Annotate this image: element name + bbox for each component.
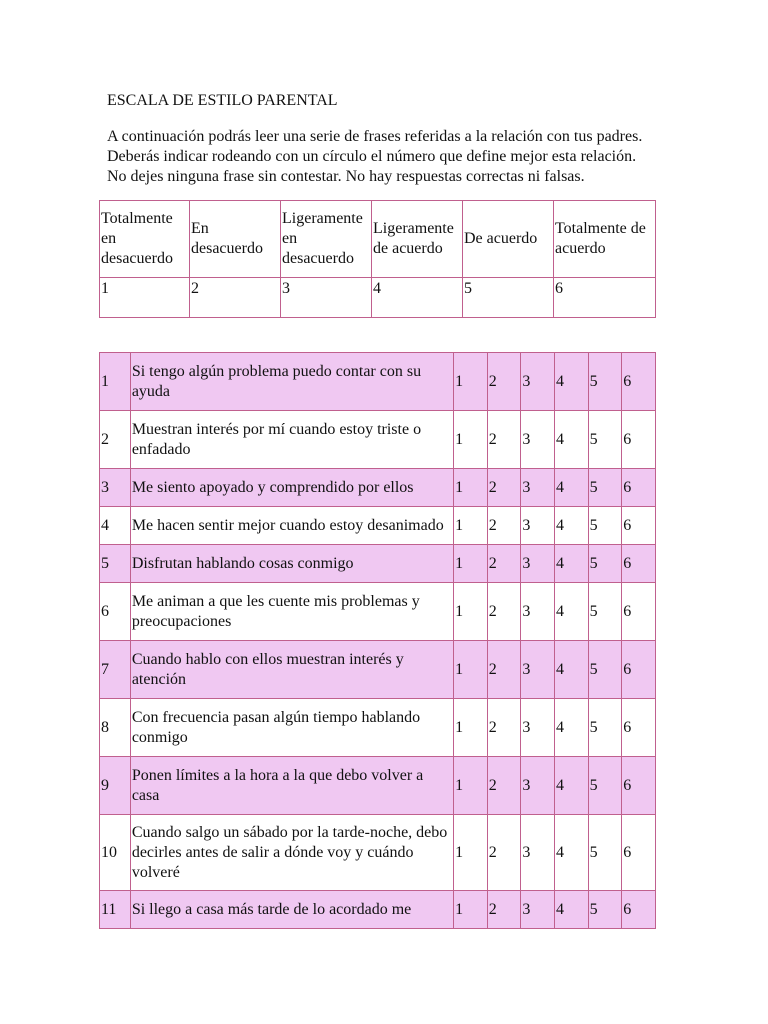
questionnaire-row xyxy=(100,815,656,891)
scale-value: 3 xyxy=(281,278,372,318)
answer-option[interactable]: 2 xyxy=(487,641,521,699)
answer-option[interactable]: 2 xyxy=(487,815,521,891)
answer-option[interactable]: 4 xyxy=(555,699,589,757)
answer-option[interactable]: 4 xyxy=(555,583,589,641)
scale-value: 1 xyxy=(100,278,190,318)
questionnaire-row xyxy=(100,469,656,507)
item-statement: Me hacen sentir mejor cuando estoy desanimado xyxy=(130,507,453,545)
item-number: 9 xyxy=(100,757,131,815)
scale-labels-row xyxy=(100,201,656,278)
answer-option[interactable]: 2 xyxy=(487,583,521,641)
item-statement: Si tengo algún problema puedo contar con su ayuda xyxy=(130,353,453,411)
answer-option[interactable]: 5 xyxy=(588,891,622,929)
item-number: 8 xyxy=(100,699,131,757)
answer-option[interactable]: 4 xyxy=(555,507,589,545)
questionnaire-row xyxy=(100,545,656,583)
answer-option[interactable]: 4 xyxy=(555,411,589,469)
answer-option[interactable]: 1 xyxy=(454,757,488,815)
answer-option[interactable]: 5 xyxy=(588,699,622,757)
questionnaire-row xyxy=(100,507,656,545)
answer-option[interactable]: 6 xyxy=(622,815,656,891)
answer-option[interactable]: 5 xyxy=(588,469,622,507)
answer-option[interactable]: 5 xyxy=(588,815,622,891)
answer-option[interactable]: 2 xyxy=(487,353,521,411)
answer-option[interactable]: 1 xyxy=(454,699,488,757)
answer-option[interactable]: 6 xyxy=(622,469,656,507)
answer-option[interactable]: 1 xyxy=(454,469,488,507)
answer-option[interactable]: 6 xyxy=(622,545,656,583)
answer-option[interactable]: 2 xyxy=(487,545,521,583)
scale-value: 2 xyxy=(190,278,281,318)
scale-value: 4 xyxy=(372,278,463,318)
answer-option[interactable]: 5 xyxy=(588,641,622,699)
item-statement: Ponen límites a la hora a la que debo volver a casa xyxy=(130,757,453,815)
answer-option[interactable]: 1 xyxy=(454,815,488,891)
answer-option[interactable]: 2 xyxy=(487,507,521,545)
item-statement: Cuando hablo con ellos muestran interés y atención xyxy=(130,641,453,699)
instruction-line: Deberás indicar rodeando con un círculo el número que define mejor esta relación. xyxy=(107,148,637,165)
item-number: 7 xyxy=(100,641,131,699)
instruction-line: No dejes ninguna frase sin contestar. No hay respuestas correctas ni falsas. xyxy=(107,168,585,185)
questionnaire-table xyxy=(99,352,656,929)
scale-label: De acuerdo xyxy=(463,201,554,278)
item-number: 11 xyxy=(100,891,131,929)
item-number: 3 xyxy=(100,469,131,507)
questionnaire-body xyxy=(100,353,656,929)
answer-option[interactable]: 4 xyxy=(555,757,589,815)
answer-option[interactable]: 1 xyxy=(454,641,488,699)
answer-option[interactable]: 3 xyxy=(521,353,555,411)
answer-option[interactable]: 3 xyxy=(521,641,555,699)
answer-option[interactable]: 3 xyxy=(521,469,555,507)
answer-option[interactable]: 6 xyxy=(622,641,656,699)
page-title: ESCALA DE ESTILO PARENTAL xyxy=(107,92,338,109)
item-number: 2 xyxy=(100,411,131,469)
answer-option[interactable]: 3 xyxy=(521,507,555,545)
answer-option[interactable]: 6 xyxy=(622,411,656,469)
scale-label: Ligeramente en desacuerdo xyxy=(281,201,372,278)
questionnaire-row xyxy=(100,583,656,641)
item-statement: Si llego a casa más tarde de lo acordado me xyxy=(130,891,453,929)
answer-option[interactable]: 5 xyxy=(588,411,622,469)
item-statement: Me animan a que les cuente mis problemas y preocupaciones xyxy=(130,583,453,641)
questionnaire-row xyxy=(100,641,656,699)
scale-label: En desacuerdo xyxy=(190,201,281,278)
answer-option[interactable]: 4 xyxy=(555,641,589,699)
answer-option[interactable]: 5 xyxy=(588,353,622,411)
answer-option[interactable]: 1 xyxy=(454,411,488,469)
answer-option[interactable]: 6 xyxy=(622,757,656,815)
answer-option[interactable]: 2 xyxy=(487,411,521,469)
answer-option[interactable]: 3 xyxy=(521,757,555,815)
item-statement: Cuando salgo un sábado por la tarde-noche, debo decirles antes de salir a dónde voy y cuándo volveré xyxy=(130,815,453,891)
questionnaire-row xyxy=(100,891,656,929)
answer-option[interactable]: 5 xyxy=(588,583,622,641)
answer-option[interactable]: 4 xyxy=(555,353,589,411)
answer-option[interactable]: 2 xyxy=(487,469,521,507)
answer-option[interactable]: 2 xyxy=(487,891,521,929)
answer-option[interactable]: 2 xyxy=(487,699,521,757)
scale-value: 5 xyxy=(463,278,554,318)
item-statement: Muestran interés por mí cuando estoy triste o enfadado xyxy=(130,411,453,469)
scale-label: Totalmente en desacuerdo xyxy=(100,201,190,278)
answer-option[interactable]: 1 xyxy=(454,507,488,545)
answer-option[interactable]: 3 xyxy=(521,583,555,641)
item-statement: Me siento apoyado y comprendido por ellos xyxy=(130,469,453,507)
instructions xyxy=(107,127,707,187)
scale-label: Ligeramente de acuerdo xyxy=(372,201,463,278)
answer-option[interactable]: 5 xyxy=(588,507,622,545)
answer-option[interactable]: 5 xyxy=(588,545,622,583)
answer-option[interactable]: 6 xyxy=(622,583,656,641)
answer-option[interactable]: 6 xyxy=(622,353,656,411)
answer-option[interactable]: 3 xyxy=(521,891,555,929)
answer-option[interactable]: 5 xyxy=(588,757,622,815)
instruction-line: A continuación podrás leer una serie de frases referidas a la relación con tus padres. xyxy=(107,128,643,145)
answer-option[interactable]: 1 xyxy=(454,583,488,641)
answer-option[interactable]: 3 xyxy=(521,545,555,583)
item-number: 5 xyxy=(100,545,131,583)
answer-option[interactable]: 4 xyxy=(555,815,589,891)
answer-option[interactable]: 3 xyxy=(521,411,555,469)
response-scale-table xyxy=(99,200,656,318)
answer-option[interactable]: 3 xyxy=(521,699,555,757)
item-statement: Disfrutan hablando cosas conmigo xyxy=(130,545,453,583)
answer-option[interactable]: 6 xyxy=(622,891,656,929)
scale-values-row xyxy=(100,278,656,318)
answer-option[interactable]: 4 xyxy=(555,469,589,507)
questionnaire-row xyxy=(100,411,656,469)
answer-option[interactable]: 4 xyxy=(555,545,589,583)
item-number: 4 xyxy=(100,507,131,545)
answer-option[interactable]: 1 xyxy=(454,353,488,411)
answer-option[interactable]: 6 xyxy=(622,507,656,545)
answer-option[interactable]: 6 xyxy=(622,699,656,757)
scale-value: 6 xyxy=(554,278,656,318)
answer-option[interactable]: 4 xyxy=(555,891,589,929)
item-number: 6 xyxy=(100,583,131,641)
answer-option[interactable]: 1 xyxy=(454,891,488,929)
answer-option[interactable]: 3 xyxy=(521,815,555,891)
item-statement: Con frecuencia pasan algún tiempo hablando conmigo xyxy=(130,699,453,757)
questionnaire-row xyxy=(100,757,656,815)
scale-label: Totalmente de acuerdo xyxy=(554,201,656,278)
answer-option[interactable]: 1 xyxy=(454,545,488,583)
questionnaire-row xyxy=(100,353,656,411)
questionnaire-row xyxy=(100,699,656,757)
answer-option[interactable]: 2 xyxy=(487,757,521,815)
item-number: 1 xyxy=(100,353,131,411)
item-number: 10 xyxy=(100,815,131,891)
